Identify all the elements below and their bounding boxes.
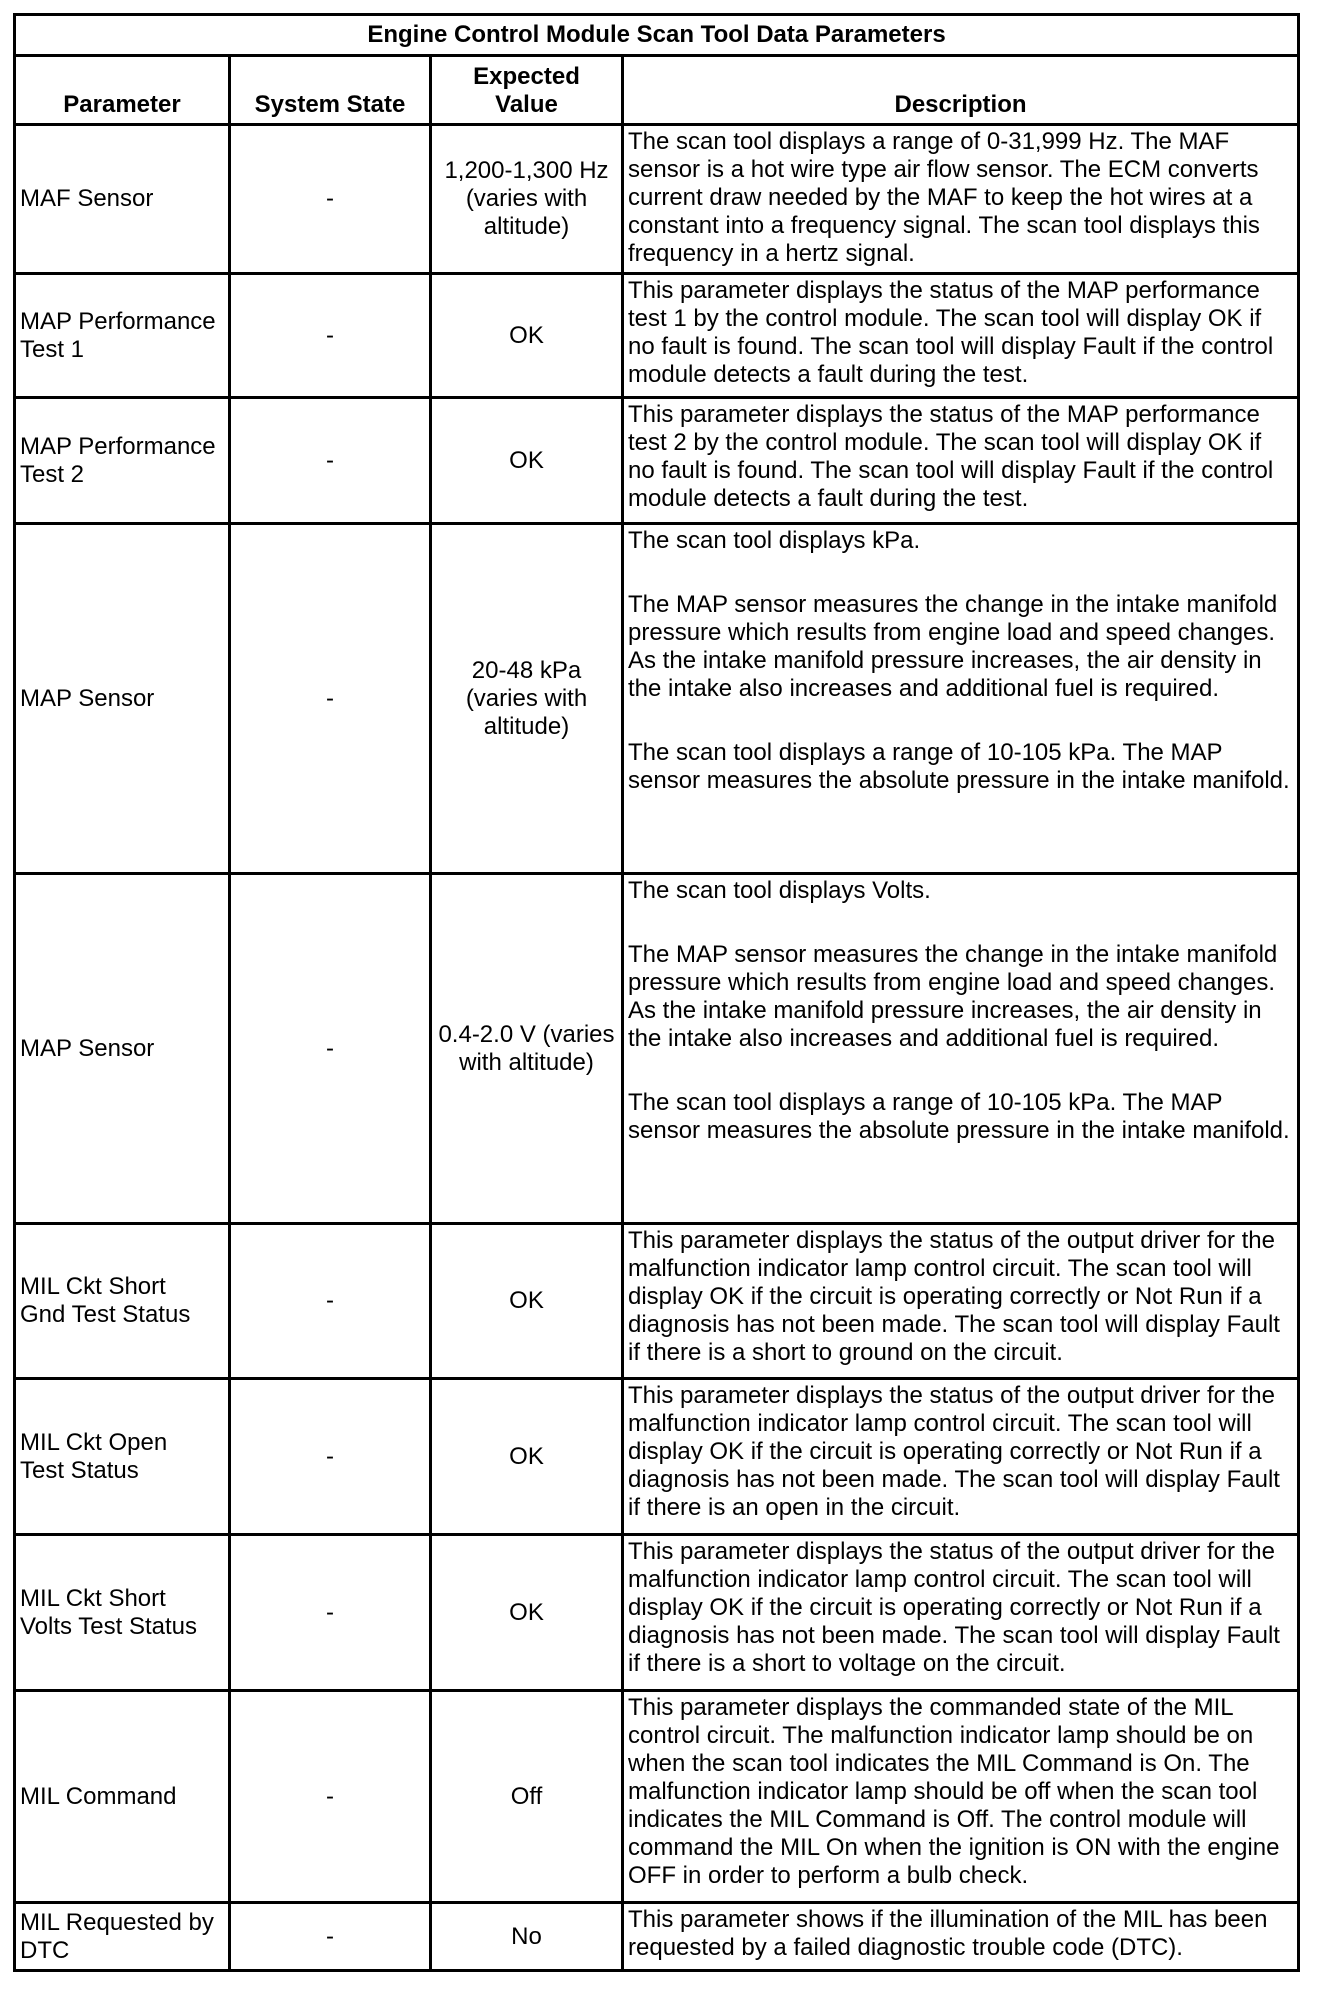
parameter-text: Gnd Test Status [20,1301,191,1328]
parameter-text: DTC [20,1936,70,1964]
table-row [15,1224,1299,1379]
parameter-cell [15,125,230,274]
system-state-text: - [326,446,334,474]
system-state-cell [230,1535,431,1691]
expected-value-cell [431,524,623,874]
description-paragraph: This parameter displays the status of the output driver for the malfunction indicator lamp control circuit. The scan tool will display OK if the circuit is operating correctly or Not Run if a diagnosis has not been made. The scan tool will display Fault if there is an open in the circuit. [628,1382,1280,1521]
system-state-cell [230,125,431,274]
header-parameter: Parameter [15,56,230,125]
expected-value-text: OK [509,321,544,349]
description-paragraph: This parameter displays the status of the output driver for the malfunction indicator lamp control circuit. The scan tool will display OK if the circuit is operating correctly or Not Run if a diagnosis has not been made. The scan tool will display Fault if there is a short to ground on the circuit. [628,1227,1280,1366]
system-state-text: - [326,1782,334,1810]
expected-value-text: altitude) [483,213,570,240]
parameter-text: MIL Ckt Short [20,1273,166,1300]
expected-value-cell [431,1224,623,1379]
table-row [15,1379,1299,1535]
system-state-text: - [326,1442,334,1470]
scan-tool-data-table [13,13,1300,1972]
expected-value-text: (varies with [465,185,588,212]
header-expected-line: Expected [473,63,580,90]
parameter-text: MAP Performance [20,432,216,460]
description-paragraph: This parameter displays the status of the MAP performance test 2 by the control module. The scan tool will display OK if no fault is found. The scan tool will display Fault if the control module detects a fault during the test. [628,401,1274,512]
parameter-cell [15,1903,230,1971]
expected-value-text: OK [509,1287,544,1314]
system-state-text: - [326,185,334,212]
description-cell [623,1903,1299,1971]
parameter-text: MIL Command [20,1782,177,1810]
expected-value-text: (varies with [465,684,588,712]
parameter-text: MAP Performance [20,307,216,335]
expected-value-cell [431,1691,623,1903]
system-state-text: - [326,1034,334,1062]
parameter-text: Test 1 [20,335,85,363]
document-page [13,13,1297,1972]
table-title-row [15,15,1299,56]
header-system-state: System State [230,56,431,125]
description-paragraph: The MAP sensor measures the change in the intake manifold pressure which results from engine load and speed changes. As the intake manifold pressure increases, the air density in the intake also increases and additional fuel is required. [628,591,1278,702]
description-cell [623,1691,1299,1903]
expected-value-text: No [511,1922,542,1950]
description-paragraph: The scan tool displays a range of 10-105 kPa. The MAP sensor measures the absolute pressure in the intake manifold. [628,1089,1290,1144]
table-row [15,524,1299,874]
description-paragraph: The scan tool displays kPa. [628,527,921,554]
parameter-text: MIL Requested by [20,1908,214,1936]
table-row [15,398,1299,524]
expected-value-cell [431,1903,623,1971]
expected-value-text: 0.4-2.0 V (varies [438,1020,615,1048]
parameter-cell [15,274,230,398]
system-state-cell [230,274,431,398]
parameter-text: MIL Ckt Short [20,1584,166,1612]
expected-value-text: OK [509,1598,544,1626]
expected-value-text: 20-48 kPa [471,656,582,684]
system-state-cell [230,398,431,524]
table-row [15,1691,1299,1903]
system-state-text: - [326,321,334,349]
table-row [15,125,1299,274]
description-paragraph: The scan tool displays Volts. [628,877,931,904]
expected-value-text: Off [510,1782,543,1810]
parameter-cell [15,1379,230,1535]
description-cell [623,1535,1299,1691]
expected-value-text: with altitude) [459,1048,594,1076]
system-state-text: - [326,684,334,712]
system-state-text: - [326,1287,334,1314]
table-body [15,125,1299,1971]
parameter-text: MAF Sensor [20,185,154,212]
description-paragraph: This parameter shows if the illumination of the MIL has been requested by a failed diagnostic trouble code (DTC). [628,1906,1268,1961]
system-state-cell [230,524,431,874]
expected-value-text: 1,200-1,300 Hz [444,157,609,184]
table-row [15,1535,1299,1691]
description-cell [623,1379,1299,1535]
expected-value-text: OK [509,1442,544,1470]
description-paragraph: The scan tool displays a range of 0-31,999 Hz. The MAF sensor is a hot wire type air flow sensor. The ECM converts current draw needed by the MAF to keep the hot wires at a constant into a frequency signal. The scan tool displays this frequency in a hertz signal. [628,128,1260,267]
description-cell [623,125,1299,274]
system-state-text: - [326,1598,334,1626]
description-cell [623,1224,1299,1379]
header-description: Description [623,56,1299,125]
expected-value-cell [431,125,623,274]
description-paragraph: This parameter displays the commanded state of the MIL control circuit. The malfunction indicator lamp should be on when the scan tool indicates the MIL Command is On. The malfunction indicator lamp should be off when the scan tool indicates the MIL Command is Off. The control module will command the MIL On when the ignition is ON with the engine OFF in order to perform a bulb check. [628,1694,1280,1889]
table-title: Engine Control Module Scan Tool Data Parameters [15,15,1299,56]
table-row [15,274,1299,398]
system-state-cell [230,874,431,1224]
description-paragraph: The MAP sensor measures the change in the intake manifold pressure which results from engine load and speed changes. As the intake manifold pressure increases, the air density in the intake also increases and additional fuel is required. [628,941,1278,1052]
parameter-cell [15,874,230,1224]
table-row [15,1903,1299,1971]
expected-value-cell [431,1535,623,1691]
parameter-cell [15,398,230,524]
expected-value-cell [431,874,623,1224]
expected-value-text: OK [509,446,544,474]
expected-value-cell [431,398,623,524]
table-row [15,874,1299,1224]
table-header-row [15,56,1299,125]
parameter-text: MIL Ckt Open [20,1428,168,1456]
description-cell [623,524,1299,874]
parameter-cell [15,1691,230,1903]
system-state-cell [230,1224,431,1379]
expected-value-cell [431,1379,623,1535]
description-cell [623,274,1299,398]
expected-value-text: altitude) [483,712,570,740]
parameter-text: Test 2 [20,460,85,488]
header-expected-line: Value [495,91,558,118]
parameter-text: MAP Sensor [20,684,155,712]
system-state-cell [230,1379,431,1535]
system-state-text: - [326,1922,334,1950]
parameter-cell [15,1535,230,1691]
parameter-cell [15,524,230,874]
description-cell [623,874,1299,1224]
parameter-cell [15,1224,230,1379]
parameter-text: Volts Test Status [20,1612,197,1640]
system-state-cell [230,1691,431,1903]
parameter-text: MAP Sensor [20,1034,155,1062]
system-state-cell [230,1903,431,1971]
description-paragraph: This parameter displays the status of the MAP performance test 1 by the control module. The scan tool will display OK if no fault is found. The scan tool will display Fault if the control module detects a fault during the test. [628,277,1274,388]
description-paragraph: This parameter displays the status of the output driver for the malfunction indicator lamp control circuit. The scan tool will display OK if the circuit is operating correctly or Not Run if a diagnosis has not been made. The scan tool will display Fault if there is a short to voltage on the circuit. [628,1538,1280,1677]
expected-value-cell [431,274,623,398]
header-expected-value [431,56,623,125]
description-cell [623,398,1299,524]
description-paragraph: The scan tool displays a range of 10-105 kPa. The MAP sensor measures the absolute pressure in the intake manifold. [628,739,1290,794]
parameter-text: Test Status [20,1456,139,1484]
